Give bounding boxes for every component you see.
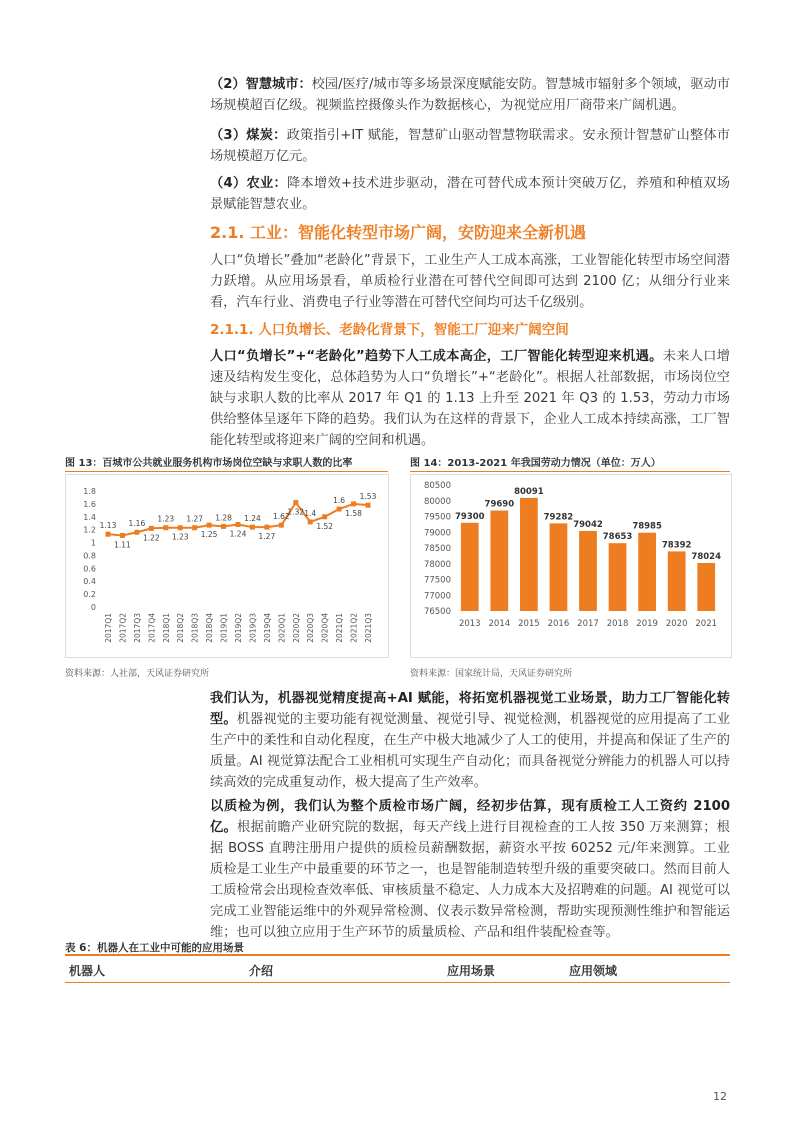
data-label: 1.27 — [186, 514, 204, 524]
x-tick-label: 2020Q3 — [306, 613, 316, 643]
data-label: 1.11 — [114, 540, 131, 550]
y-tick-label: 0.4 — [83, 577, 96, 587]
y-tick-label: 77000 — [423, 591, 451, 602]
y-tick-label: 78000 — [423, 559, 451, 570]
data-point — [279, 523, 284, 528]
data-label: 1.53 — [359, 492, 377, 502]
data-label: 1.52 — [316, 521, 334, 531]
figure-13-source: 资料来源：人社部，天风证券研究所 — [65, 669, 210, 679]
x-tick-label: 2021 — [695, 619, 718, 629]
figure-14-chart — [410, 474, 732, 658]
data-point — [134, 530, 139, 535]
data-label: 1.22 — [142, 533, 160, 543]
paragraph-coal: （3）煤炭：政策指引+IT 赋能，智慧矿山驱动智慧物联需求。安永预计智慧矿山整体市场规模超万亿元。 — [210, 128, 730, 164]
paragraph-agriculture: （4）农业：降本增效+技术进步驱动，潜在可替代成本预计突破万亿，养殖和种植双场景赋能智慧农业。 — [210, 176, 730, 212]
bar — [668, 551, 686, 611]
section-heading: 2.1. 工业：智能化转型市场广阔，安防迎来全新机遇 — [210, 223, 586, 242]
figure-14-source: 资料来源：国家统计局，天风证券研究所 — [410, 669, 573, 679]
data-label: 1.23 — [157, 514, 175, 524]
figure-13-chart — [65, 474, 389, 658]
data-label: 1.6 — [333, 496, 346, 506]
data-point — [192, 525, 197, 530]
x-tick-label: 2018 — [606, 619, 629, 629]
bar — [609, 543, 627, 611]
table-6-header — [65, 954, 730, 983]
data-label: 1.32 — [287, 507, 305, 517]
data-point — [250, 525, 255, 530]
y-tick-label: 0.8 — [83, 551, 96, 561]
x-tick-label: 2021Q1 — [335, 613, 345, 643]
data-point — [351, 501, 356, 506]
x-tick-label: 2019Q3 — [248, 613, 258, 643]
data-label: 1.16 — [128, 519, 146, 529]
y-tick-label: 0 — [90, 603, 96, 612]
data-point — [178, 525, 183, 530]
x-tick-label: 2020Q2 — [291, 613, 301, 643]
x-tick-label: 2019 — [636, 619, 658, 629]
data-point — [236, 522, 241, 527]
x-tick-label: 2015 — [518, 619, 540, 629]
y-tick-label: 79000 — [423, 528, 451, 539]
data-point — [106, 532, 111, 537]
x-tick-label: 2020Q4 — [320, 613, 330, 643]
x-tick-label: 2019Q1 — [219, 613, 229, 643]
data-point — [163, 525, 168, 530]
data-label: 1.13 — [99, 521, 117, 531]
x-tick-label: 2019Q4 — [262, 613, 272, 643]
x-tick-label: 2013 — [458, 619, 481, 629]
x-tick-label: 2019Q2 — [234, 613, 243, 643]
figure-13-rule — [65, 471, 388, 472]
bar-value-label: 80091 — [514, 486, 544, 497]
data-label: 1.28 — [215, 513, 232, 523]
bar — [579, 531, 597, 611]
data-label: 1.25 — [200, 530, 218, 540]
x-tick-label: 2018Q3 — [190, 613, 200, 643]
data-label: 1.24 — [229, 529, 247, 539]
bar-value-label: 78024 — [691, 551, 722, 562]
figure-14-series — [455, 487, 721, 629]
figure-14-title: 图 14：2013-2021 年我国劳动力情况（单位：万人） — [410, 458, 661, 469]
x-tick-label: 2018Q4 — [205, 613, 215, 643]
y-tick-label: 76500 — [423, 607, 451, 617]
x-tick-label: 2014 — [488, 619, 511, 629]
y-tick-label: 0.6 — [83, 564, 96, 574]
y-tick-label: 77500 — [423, 575, 451, 586]
bar — [550, 523, 568, 611]
bar-value-label: 78985 — [632, 521, 662, 532]
y-tick-label: 80500 — [423, 481, 451, 491]
data-point — [293, 500, 298, 505]
y-tick-label: 1.2 — [83, 525, 96, 535]
bar — [461, 523, 479, 611]
paragraph-quality-inspection: 以质检为例，我们认为整个质检市场广阔，经初步估算，现有质检工人工资约 2100 亿。根据前瞻产业研究院的数据，每天产线上进行目视检查的工人按 350 万来测算；根据 BOSS 直聘注册用户提供的质检员薪酬数据，薪资水平按 60252 元/年来测算。工业质检是工业生产中最重要的环节之一，也是智能制造转型升级的重要突破口。然而目前人工质检常会出现检查效率低、审核质量不稳定、人力成本大及招聘难的问题。AI 视觉可以完成工业智能运维中的外观异常检测、仪表示数异常检测，帮助实现预测性维护和智能运维；也可以独立应用于生产环节的质量质检、产品和组件装配检查等。 — [210, 799, 730, 940]
data-point — [120, 533, 125, 538]
bar — [490, 511, 508, 611]
figure-13-series — [100, 492, 377, 549]
bar — [520, 498, 538, 611]
x-tick-label: 2020 — [665, 619, 688, 629]
x-tick-label: 2018Q1 — [161, 613, 171, 643]
figure-13-y-axis — [83, 487, 96, 612]
bar-value-label: 79690 — [484, 499, 515, 510]
data-point — [337, 507, 342, 512]
table-header-intro: 介绍 — [249, 964, 274, 978]
bar-value-label: 79282 — [543, 512, 574, 523]
y-tick-label: 78500 — [423, 544, 451, 554]
bar-value-label: 78392 — [661, 540, 692, 551]
table-header-scenario: 应用场景 — [447, 964, 496, 978]
data-point — [308, 519, 313, 524]
x-tick-label: 2017Q2 — [118, 613, 128, 643]
figure-13-x-axis — [104, 613, 373, 643]
figure-13-title: 图 13：百城市公共就业服务机构市场岗位空缺与求职人数的比率 — [65, 458, 353, 469]
x-tick-label: 2020Q1 — [277, 613, 287, 643]
data-point — [322, 514, 327, 519]
figure-14-rule — [410, 471, 730, 472]
table-6-title: 表 6：机器人在工业中可能的应用场景 — [65, 942, 244, 954]
bar-value-label: 79300 — [454, 511, 485, 522]
y-tick-label: 1.6 — [83, 499, 96, 509]
data-point — [221, 524, 226, 529]
y-tick-label: 1.8 — [83, 487, 96, 496]
figure-14-y-axis — [424, 481, 451, 617]
y-tick-label: 0.2 — [83, 590, 96, 600]
table-header-robot: 机器人 — [69, 964, 106, 978]
data-point — [149, 526, 154, 531]
paragraph-smart-city: （2）智慧城市：校园/医疗/城市等多场景深度赋能安防。智慧城市辐射多个领域，驱动市场规模超百亿级。视频监控摄像头作为数据核心，为视觉应用厂商带来广阔机遇。 — [210, 77, 730, 113]
data-point — [207, 523, 212, 528]
x-tick-label: 2016 — [547, 619, 570, 629]
y-tick-label: 1 — [90, 538, 96, 548]
y-tick-label: 1.4 — [83, 512, 96, 522]
bar-value-label: 78653 — [602, 532, 633, 543]
data-label: 1.23 — [171, 532, 189, 542]
y-tick-label: 79500 — [423, 512, 451, 523]
x-tick-label: 2017Q3 — [132, 613, 142, 643]
x-tick-label: 2021Q2 — [349, 613, 359, 643]
bar — [697, 563, 715, 611]
data-label: 1.27 — [258, 532, 276, 542]
x-tick-label: 2017Q1 — [104, 613, 113, 643]
bar — [638, 533, 656, 611]
x-tick-label: 2018Q2 — [176, 613, 186, 643]
data-label: 1.62 — [272, 512, 290, 522]
data-label: 1.24 — [244, 514, 261, 524]
page-number: 12 — [713, 1090, 727, 1103]
data-label: 1.58 — [345, 508, 362, 518]
y-tick-label: 80000 — [423, 496, 451, 507]
bar-value-label: 79042 — [573, 519, 603, 530]
x-tick-label: 2017Q4 — [147, 613, 157, 643]
paragraph-machine-vision: 我们认为，机器视觉精度提高+AI 赋能，将拓宽机器视觉工业场景，助力工厂智能化转型。机器视觉的主要功能有视觉测量、视觉引导、视觉检测，机器视觉的应用提高了工业生产中的柔性和自动化程度，在生产中极大地减少了人工的使用，并提高和保证了生产的质量。AI 视觉算法配合工业相机可实现生产自动化；而具备视觉分辨能力的机器人可以持续高效的完成重复动作，极大提高了生产效率。 — [210, 691, 731, 790]
data-label: 1.4 — [304, 508, 317, 518]
table-header-field: 应用领域 — [569, 964, 618, 978]
data-point — [264, 525, 269, 530]
paragraph-industry-intro: 人口“负增长”叠加“老龄化”背景下，工业生产人工成本高涨，工业智能化转型市场空间潜力跃增。从应用场景看，单质检行业潜在可替代空间即可达到 2100 亿；从细分行业来看，汽车行业、消费电子行业等潜在可替代空间均可达千亿级别。 — [210, 253, 730, 310]
paragraph-population: 人口“负增长”+“老龄化”趋势下人工成本高企，工厂智能化转型迎来机遇。未来人口增速及结构发生变化，总体趋势为人口“负增长”+“老龄化”。根据人社部数据，市场岗位空缺与求职人数的比率从 2017 年 Q1 的 1.13 上升至 2021 年 Q3 的 1.53，劳动力市场供给整体呈逐年下降的趋势。我们认为在这样的背景下，企业人工成本持续高涨，工厂智能化转型或将迎来广阔的空间和机遇。 — [210, 349, 730, 448]
data-point — [366, 503, 371, 508]
x-tick-label: 2017 — [577, 619, 599, 629]
subsection-heading: 2.1.1. 人口负增长、老龄化背景下，智能工厂迎来广阔空间 — [210, 322, 569, 338]
x-tick-label: 2021Q3 — [364, 613, 373, 643]
